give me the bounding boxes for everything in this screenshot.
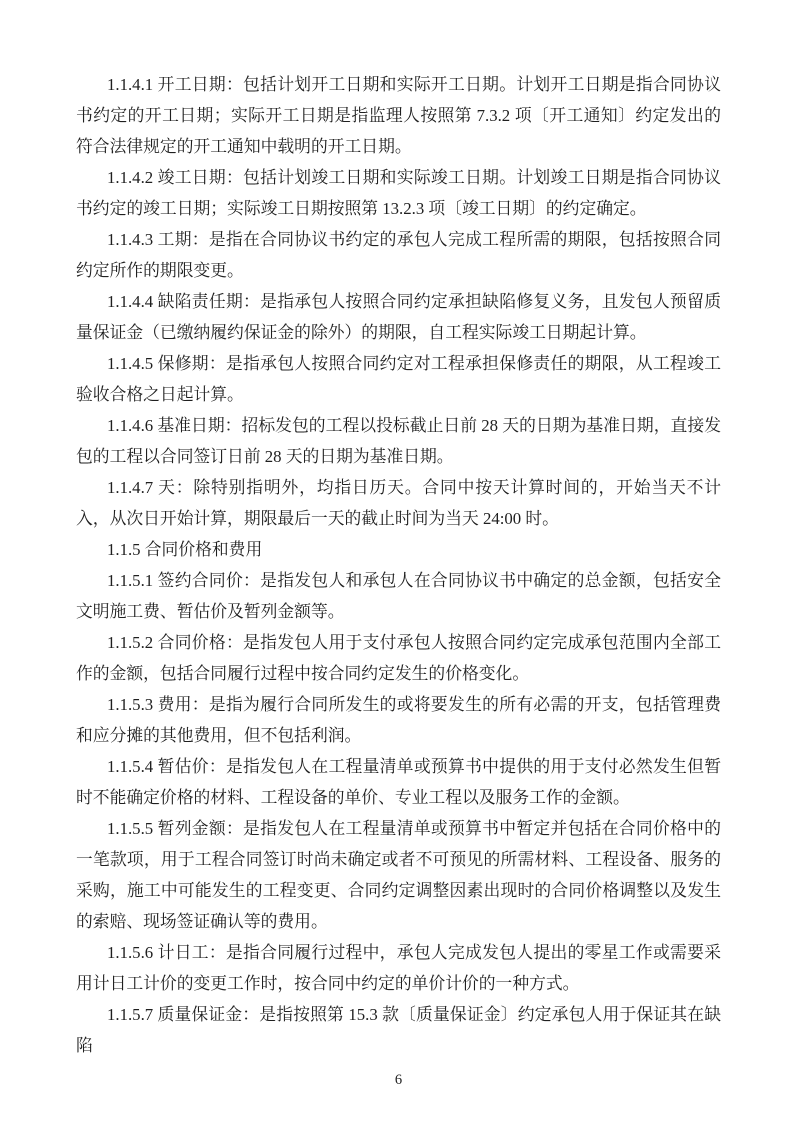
clause-1-1-5-5: 1.1.5.5 暂列金额：是指发包人在工程量清单或预算书中暂定并包括在合同价格中的一笔款项，用于工程合同签订时尚未确定或者不可预见的所需材料、工程设备、服务的采购，施工中可能发生的工程变更、合同约定调整因素出现时的合同价格调整以及发生的索赔、现场签证确认等的费用。 xyxy=(76,819,721,931)
clause-1-1-5-1: 1.1.5.1 签约合同价：是指发包人和承包人在合同协议书中确定的总金额，包括安全文明施工费、暂估价及暂列金额等。 xyxy=(76,571,721,621)
clause-1-1-5-2: 1.1.5.2 合同价格：是指发包人用于支付承包人按照合同约定完成承包范围内全部工作的金额，包括合同履行过程中按合同约定发生的价格变化。 xyxy=(76,633,721,683)
page-number: 6 xyxy=(394,1072,403,1088)
clause-1-1-5-4: 1.1.5.4 暂估价：是指发包人在工程量清单或预算书中提供的用于支付必然发生但暂时不能确定价格的材料、工程设备的单价、专业工程以及服务工作的金额。 xyxy=(76,757,721,807)
clause-1-1-4-2: 1.1.4.2 竣工日期：包括计划竣工日期和实际竣工日期。计划竣工日期是指合同协议书约定的竣工日期；实际竣工日期按照第 13.2.3 项〔竣工日期〕的约定确定。 xyxy=(76,168,721,218)
clause-1-1-4-6: 1.1.4.6 基准日期：招标发包的工程以投标截止日前 28 天的日期为基准日期，直接发包的工程以合同签订日前 28 天的日期为基准日期。 xyxy=(76,416,721,466)
clause-1-1-5-3: 1.1.5.3 费用：是指为履行合同所发生的或将要发生的所有必需的开支，包括管理费和应分摊的其他费用，但不包括利润。 xyxy=(76,695,721,745)
clause-1-1-5-7: 1.1.5.7 质量保证金：是指按照第 15.3 款〔质量保证金〕约定承包人用于保证其在缺陷 xyxy=(76,1005,721,1055)
clause-1-1-5-heading: 1.1.5 合同价格和费用 xyxy=(107,540,263,559)
contract-clauses-body xyxy=(76,69,721,1061)
clause-1-1-5-6: 1.1.5.6 计日工：是指合同履行过程中，承包人完成发包人提出的零星工作或需要采用计日工计价的变更工作时，按合同中约定的单价计价的一种方式。 xyxy=(76,943,721,993)
clause-1-1-4-3: 1.1.4.3 工期：是指在合同协议书约定的承包人完成工程所需的期限，包括按照合同约定所作的期限变更。 xyxy=(76,230,721,280)
clause-1-1-4-7: 1.1.4.7 天：除特别指明外，均指日历天。合同中按天计算时间的，开始当天不计入，从次日开始计算，期限最后一天的截止时间为当天 24:00 时。 xyxy=(76,478,721,528)
clause-1-1-4-4: 1.1.4.4 缺陷责任期：是指承包人按照合同约定承担缺陷修复义务，且发包人预留质量保证金（已缴纳履约保证金的除外）的期限，自工程实际竣工日期起计算。 xyxy=(76,292,721,342)
clause-1-1-4-1: 1.1.4.1 开工日期：包括计划开工日期和实际开工日期。计划开工日期是指合同协议书约定的开工日期；实际开工日期是指监理人按照第 7.3.2 项〔开工通知〕约定发出的符合法律规定的开工通知中载明的开工日期。 xyxy=(76,75,721,156)
clause-1-1-4-5: 1.1.4.5 保修期：是指承包人按照合同约定对工程承担保修责任的期限，从工程竣工验收合格之日起计算。 xyxy=(76,354,721,404)
